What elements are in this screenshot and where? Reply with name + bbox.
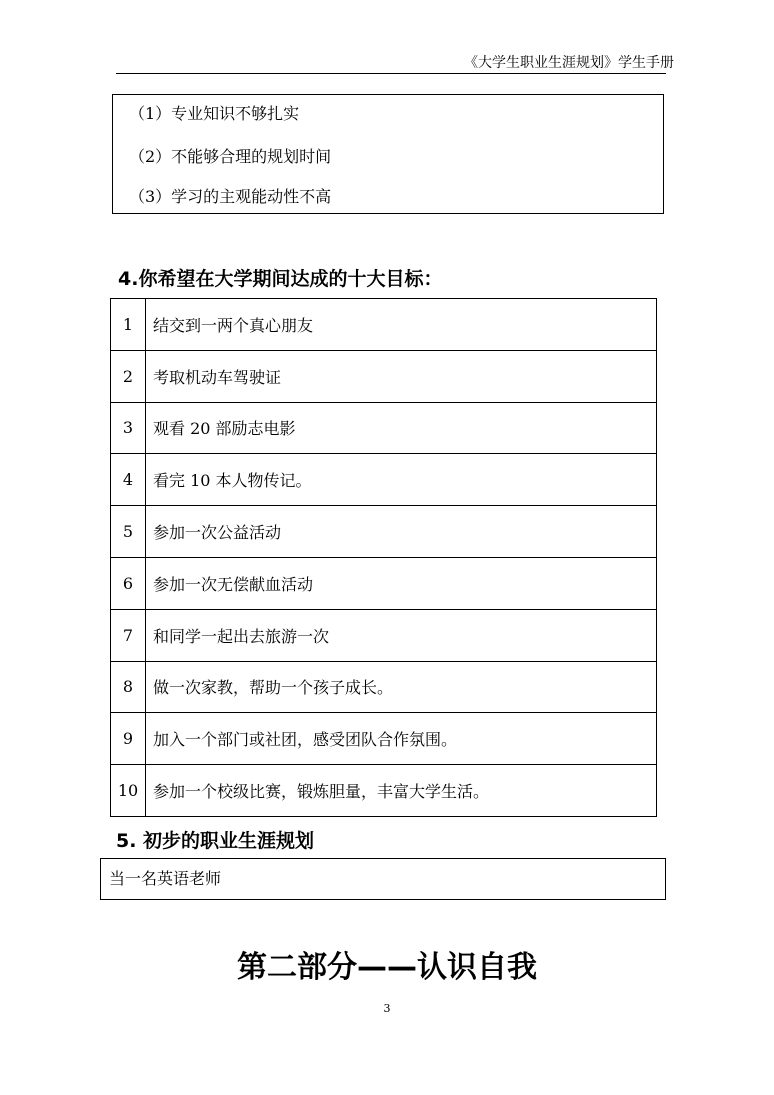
goal-text: 做一次家教，帮助一个孩子成长。 bbox=[146, 661, 657, 713]
page-number: 3 bbox=[383, 1002, 391, 1015]
goal-number: 3 bbox=[111, 402, 146, 454]
goal-number: 5 bbox=[111, 506, 146, 558]
reason-item-3: （3）学习的主观能动性不高 bbox=[129, 187, 332, 206]
goal-text: 观看 20 部励志电影 bbox=[146, 402, 657, 454]
goal-text: 参加一次公益活动 bbox=[146, 506, 657, 558]
reasons-box bbox=[112, 94, 664, 214]
section-5-title: 5. 初步的职业生涯规划 bbox=[116, 830, 315, 852]
goal-text: 结交到一两个真心朋友 bbox=[146, 299, 657, 351]
table-row bbox=[111, 402, 657, 454]
goal-number: 6 bbox=[111, 557, 146, 609]
goal-text: 考取机动车驾驶证 bbox=[146, 350, 657, 402]
page-header-title: 《大学生职业生涯规划》学生手册 bbox=[464, 55, 674, 71]
goal-number: 4 bbox=[111, 454, 146, 506]
section-4-title: 4.你希望在大学期间达成的十大目标： bbox=[118, 268, 443, 290]
goal-text: 和同学一起出去旅游一次 bbox=[146, 609, 657, 661]
reason-item-1: （1）专业知识不够扎实 bbox=[129, 104, 300, 123]
goal-text: 参加一次无偿献血活动 bbox=[146, 557, 657, 609]
header-divider bbox=[116, 73, 666, 74]
goal-number: 1 bbox=[111, 299, 146, 351]
goal-number: 8 bbox=[111, 661, 146, 713]
goal-number: 10 bbox=[111, 765, 146, 817]
table-row bbox=[111, 299, 657, 351]
career-plan-box bbox=[100, 858, 666, 900]
table-row bbox=[111, 350, 657, 402]
part-title: 第二部分——认识自我 bbox=[237, 950, 537, 985]
goal-number: 9 bbox=[111, 713, 146, 765]
goal-number: 7 bbox=[111, 609, 146, 661]
table-row bbox=[111, 454, 657, 506]
goal-text: 参加一个校级比赛，锻炼胆量，丰富大学生活。 bbox=[146, 765, 657, 817]
table-row bbox=[111, 765, 657, 817]
table-row bbox=[111, 661, 657, 713]
goal-text: 加入一个部门或社团，感受团队合作氛围。 bbox=[146, 713, 657, 765]
table-row bbox=[111, 609, 657, 661]
goal-number: 2 bbox=[111, 350, 146, 402]
goal-text: 看完 10 本人物传记。 bbox=[146, 454, 657, 506]
reason-item-2: （2）不能够合理的规划时间 bbox=[129, 147, 332, 166]
table-row bbox=[111, 713, 657, 765]
career-plan-text: 当一名英语老师 bbox=[109, 869, 222, 888]
table-row bbox=[111, 557, 657, 609]
goals-table bbox=[110, 298, 657, 817]
table-row bbox=[111, 506, 657, 558]
